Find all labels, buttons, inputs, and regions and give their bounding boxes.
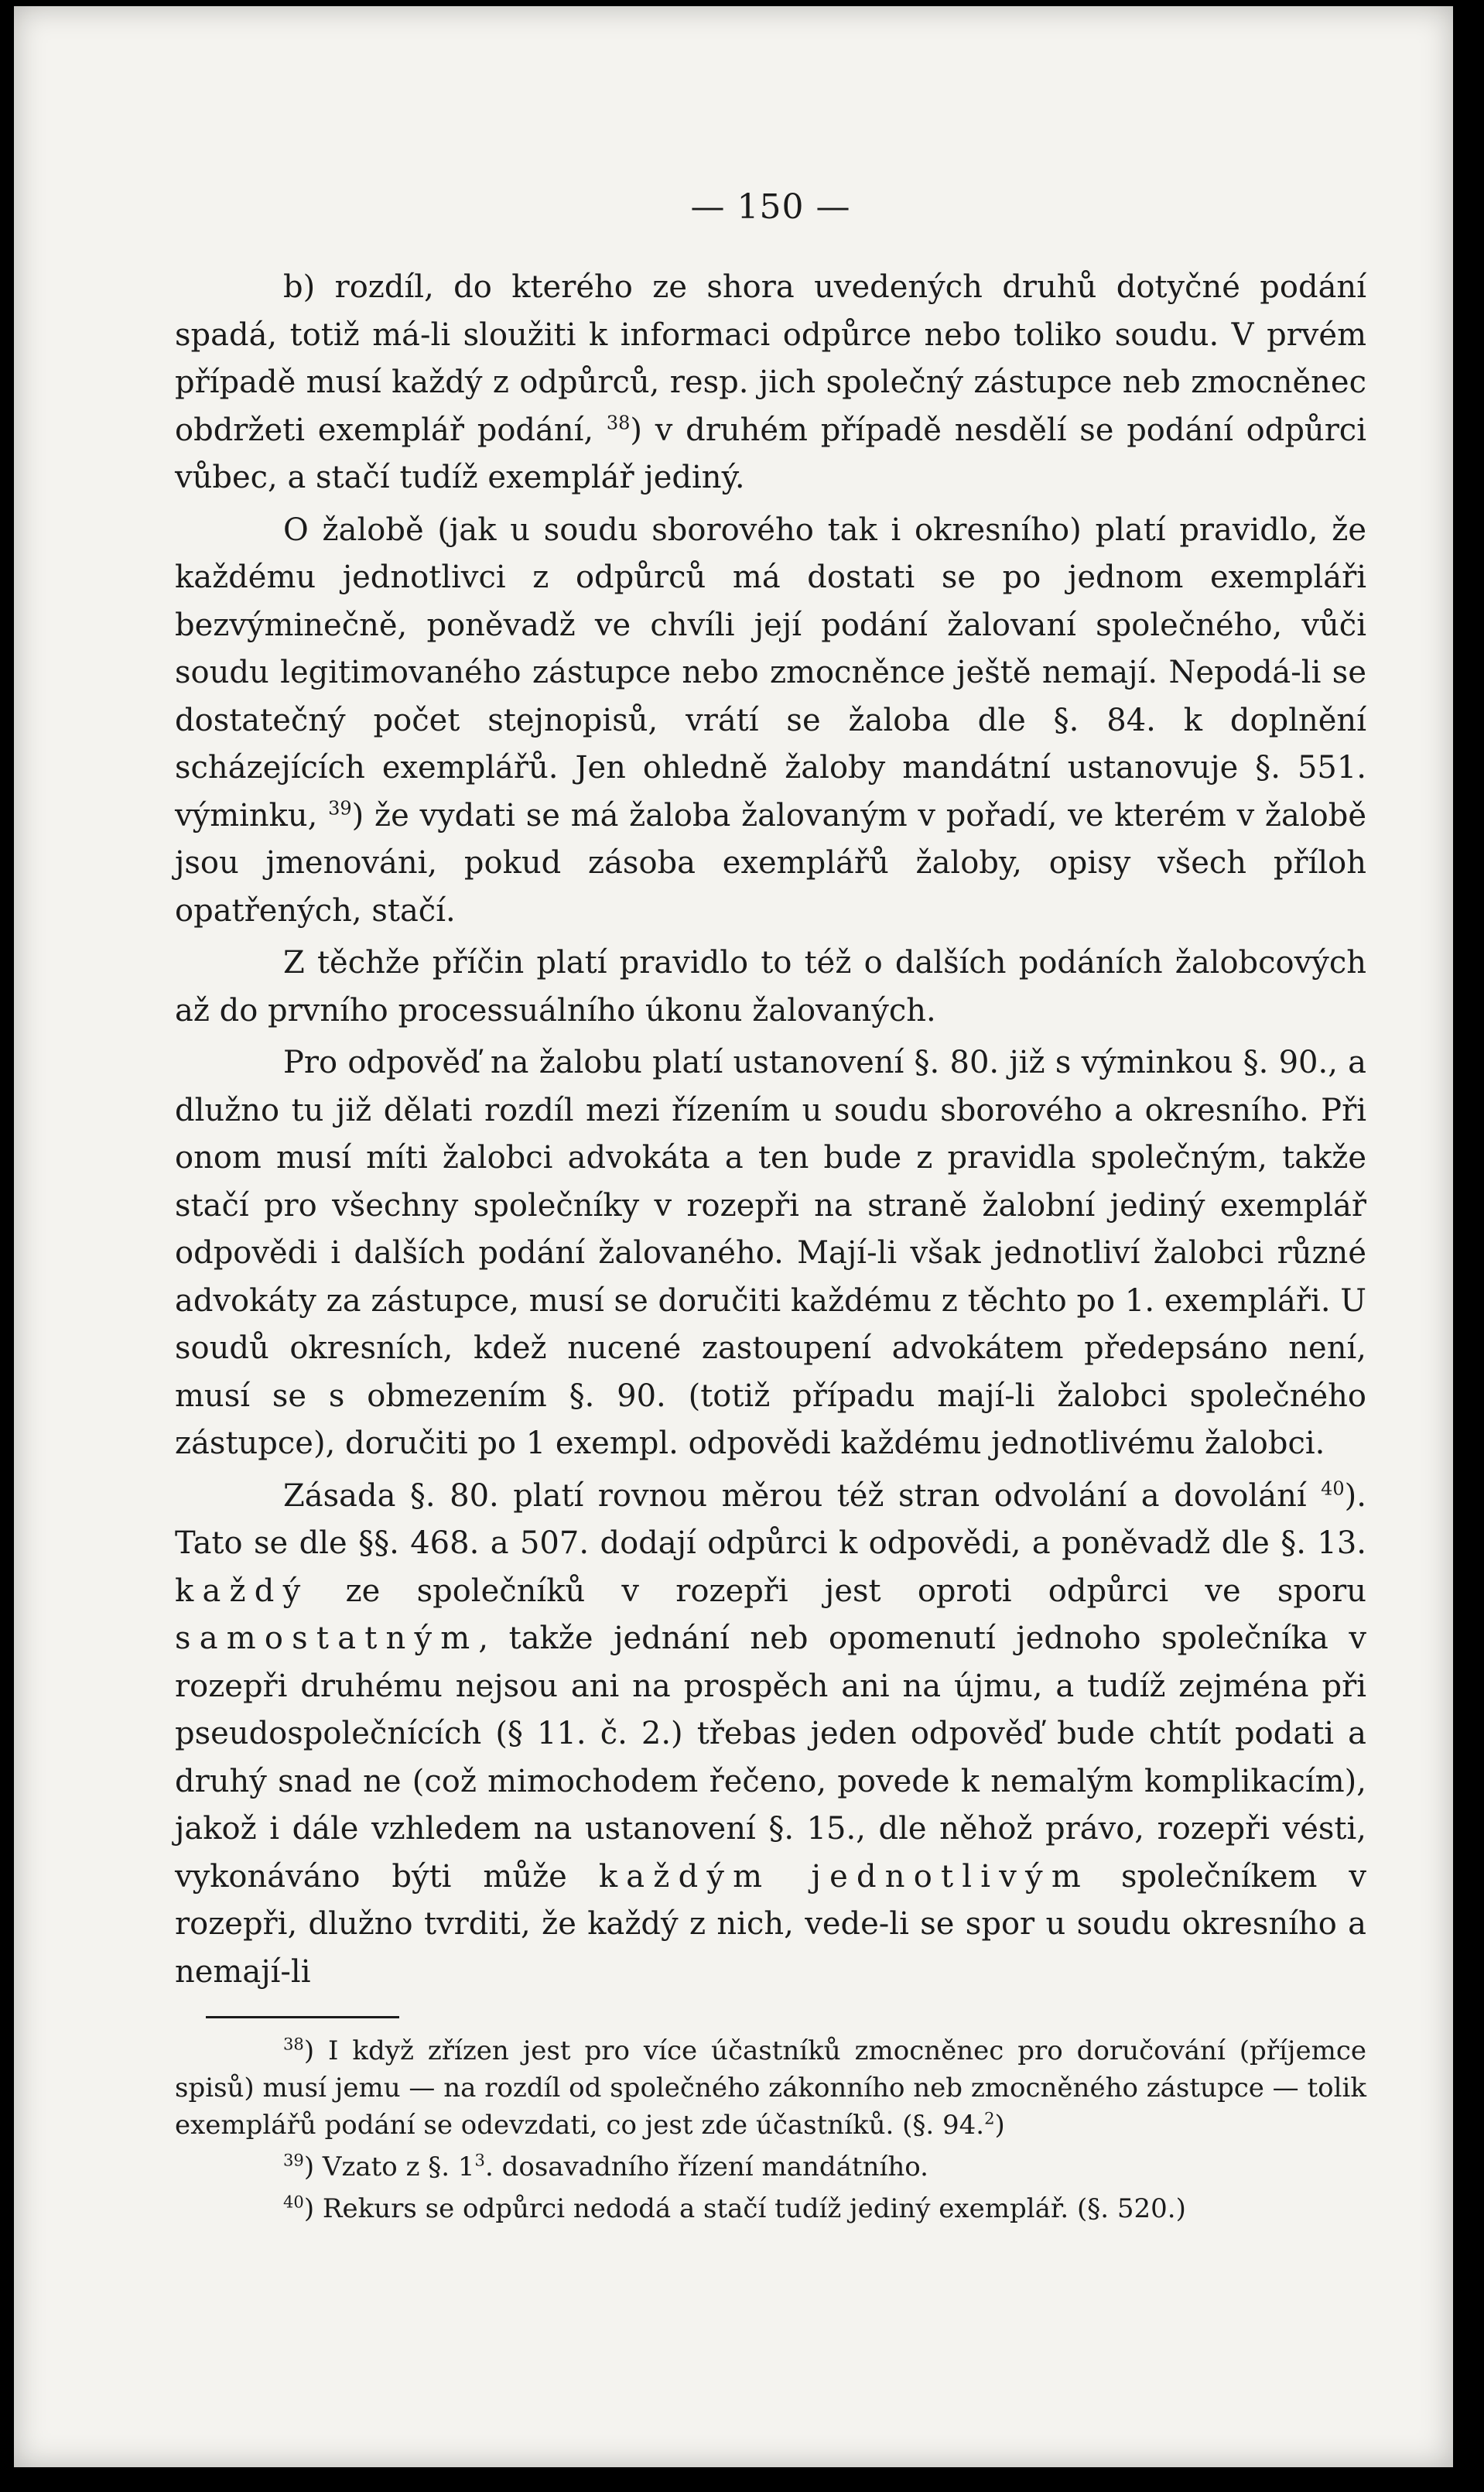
emphasis-samostatnym: samostatným bbox=[175, 1621, 479, 1656]
paragraph-5: Zásada §. 80. platí rovnou měrou též stran odvolání a dovolání $^{40}$). Tato se dle §§. 468. a 507. dodají odpůrci k odpovědi, a poněvadž dle §. 13. každý ze společníků v rozepři jest oproti odpůrci ve sporu samostatným, takže jednání neb opomenutí jednoho společníka v rozepři druhému nejsou ani na prospěch ani na újmu, a tudíž zejména při pseudospolečnících (§ 11. č. 2.) třebas jeden odpověď bude chtít podati a druhý snad ne (což mimochodem řečeno, povede k nemalým komplikacím), jakož i dále vzhledem na ustanovení §. 15., dle něhož právo, rozepři vésti, vykonáváno býti může každým jednotlivým společníkem v rozepři, dlužno tvrditi, že každý z nich, vede-li se spor u soudu okresního a nemají-li bbox=[175, 1477, 1366, 1990]
footnote-39: $^{39}$) Vzato z §. $1^3$. dosavadního řízení mandátního. bbox=[283, 2150, 928, 2182]
page-content bbox=[175, 180, 1366, 2227]
paragraph-1: b) rozdíl, do kterého ze shora uvedených druhů dotyčné podání spadá, totiž má-li sloužiti k informaci odpůrce nebo toliko soudu. V prvém případě musí každý z odpůrců, resp. jich společný zástupce neb zmocněnec obdržeti exemplář podání, $^{38}$) v druhém případě nesdělí se podání odpůrci vůbec, a stačí tudíž exemplář jediný. bbox=[175, 269, 1367, 495]
footnote-40: $^{40}$) Rekurs se odpůrci nedodá a stačí tudíž jediný exemplář. (§. 520.) bbox=[283, 2192, 1186, 2224]
footnote-38: $^{38}$) I když zřízen jest pro více účastníků zmocněnec pro doručování (příjemce spisů) musí jemu — na rozdíl od společného zákonního neb zmocněného zástupce — tolik exemplářů podání se odevzdati, co jest zde účastníků. (§. 94.$^2$) bbox=[175, 2034, 1366, 2141]
emphasis-kazdym-jednotlivym: každým jednotlivým bbox=[598, 1858, 1089, 1895]
paragraph-2: O žalobě (jak u soudu sborového tak i okresního) platí pravidlo, že každému jednotlivci z odpůrců má dostati se po jednom exempláři bezvýminečně, poněvadž ve chvíli její podání žalovaní společného, vůči soudu legitimovaného zástupce nebo zmocněnce ještě nemají. Nepodá-li se dostatečný počet stejnopisů, vrátí se žaloba dle §. 84. k doplnění scházejících exemplářů. Jen ohledně žaloby mandátní ustanovuje §. 551. výminku, $^{39}$) že vydati se má žaloba žalovaným v pořadí, ve kterém v žalobě jsou jmenováni, pokud zásoba exemplářů žaloby, opisy všech příloh opatřených, stačí. bbox=[175, 512, 1367, 929]
footnote-divider bbox=[206, 2016, 399, 2018]
paragraph-3: Z těchže příčin platí pravidlo to též o dalších podáních žalobcových až do prvního processuálního úkonu žalovaných. bbox=[175, 945, 1366, 1029]
footnote-ref-38: 38 bbox=[606, 412, 631, 434]
page-number: — 150 — bbox=[690, 187, 851, 227]
scanned-page bbox=[14, 6, 1453, 2467]
footnote-ref-40: 40 bbox=[1321, 1477, 1345, 1500]
footnote-ref-39: 39 bbox=[328, 797, 352, 820]
emphasis-kazdy: každý bbox=[175, 1573, 309, 1609]
paragraph-4: Pro odpověď na žalobu platí ustanovení §. 80. již s výminkou §. 90., a dlužno tu již dělati rozdíl mezi řízením u soudu sborového a okresního. Při onom musí míti žalobci advokáta a ten bude z pravidla společným, takže stačí pro všechny společníky v rozepři na straně žalobní jediný exemplář odpovědi i dalších podání žalovaného. Mají-li však jednotliví žalobci různé advokáty za zástupce, musí se doručiti každému z těchto po 1. exempláři. U soudů okresních, kdež nucené zastoupení advokátem předepsáno není, musí se s obmezením §. 90. (totiž případu mají-li žalobci společného zástupce), doručiti po 1 exempl. odpovědi každému jednotlivému žalobci. bbox=[175, 1045, 1366, 1461]
